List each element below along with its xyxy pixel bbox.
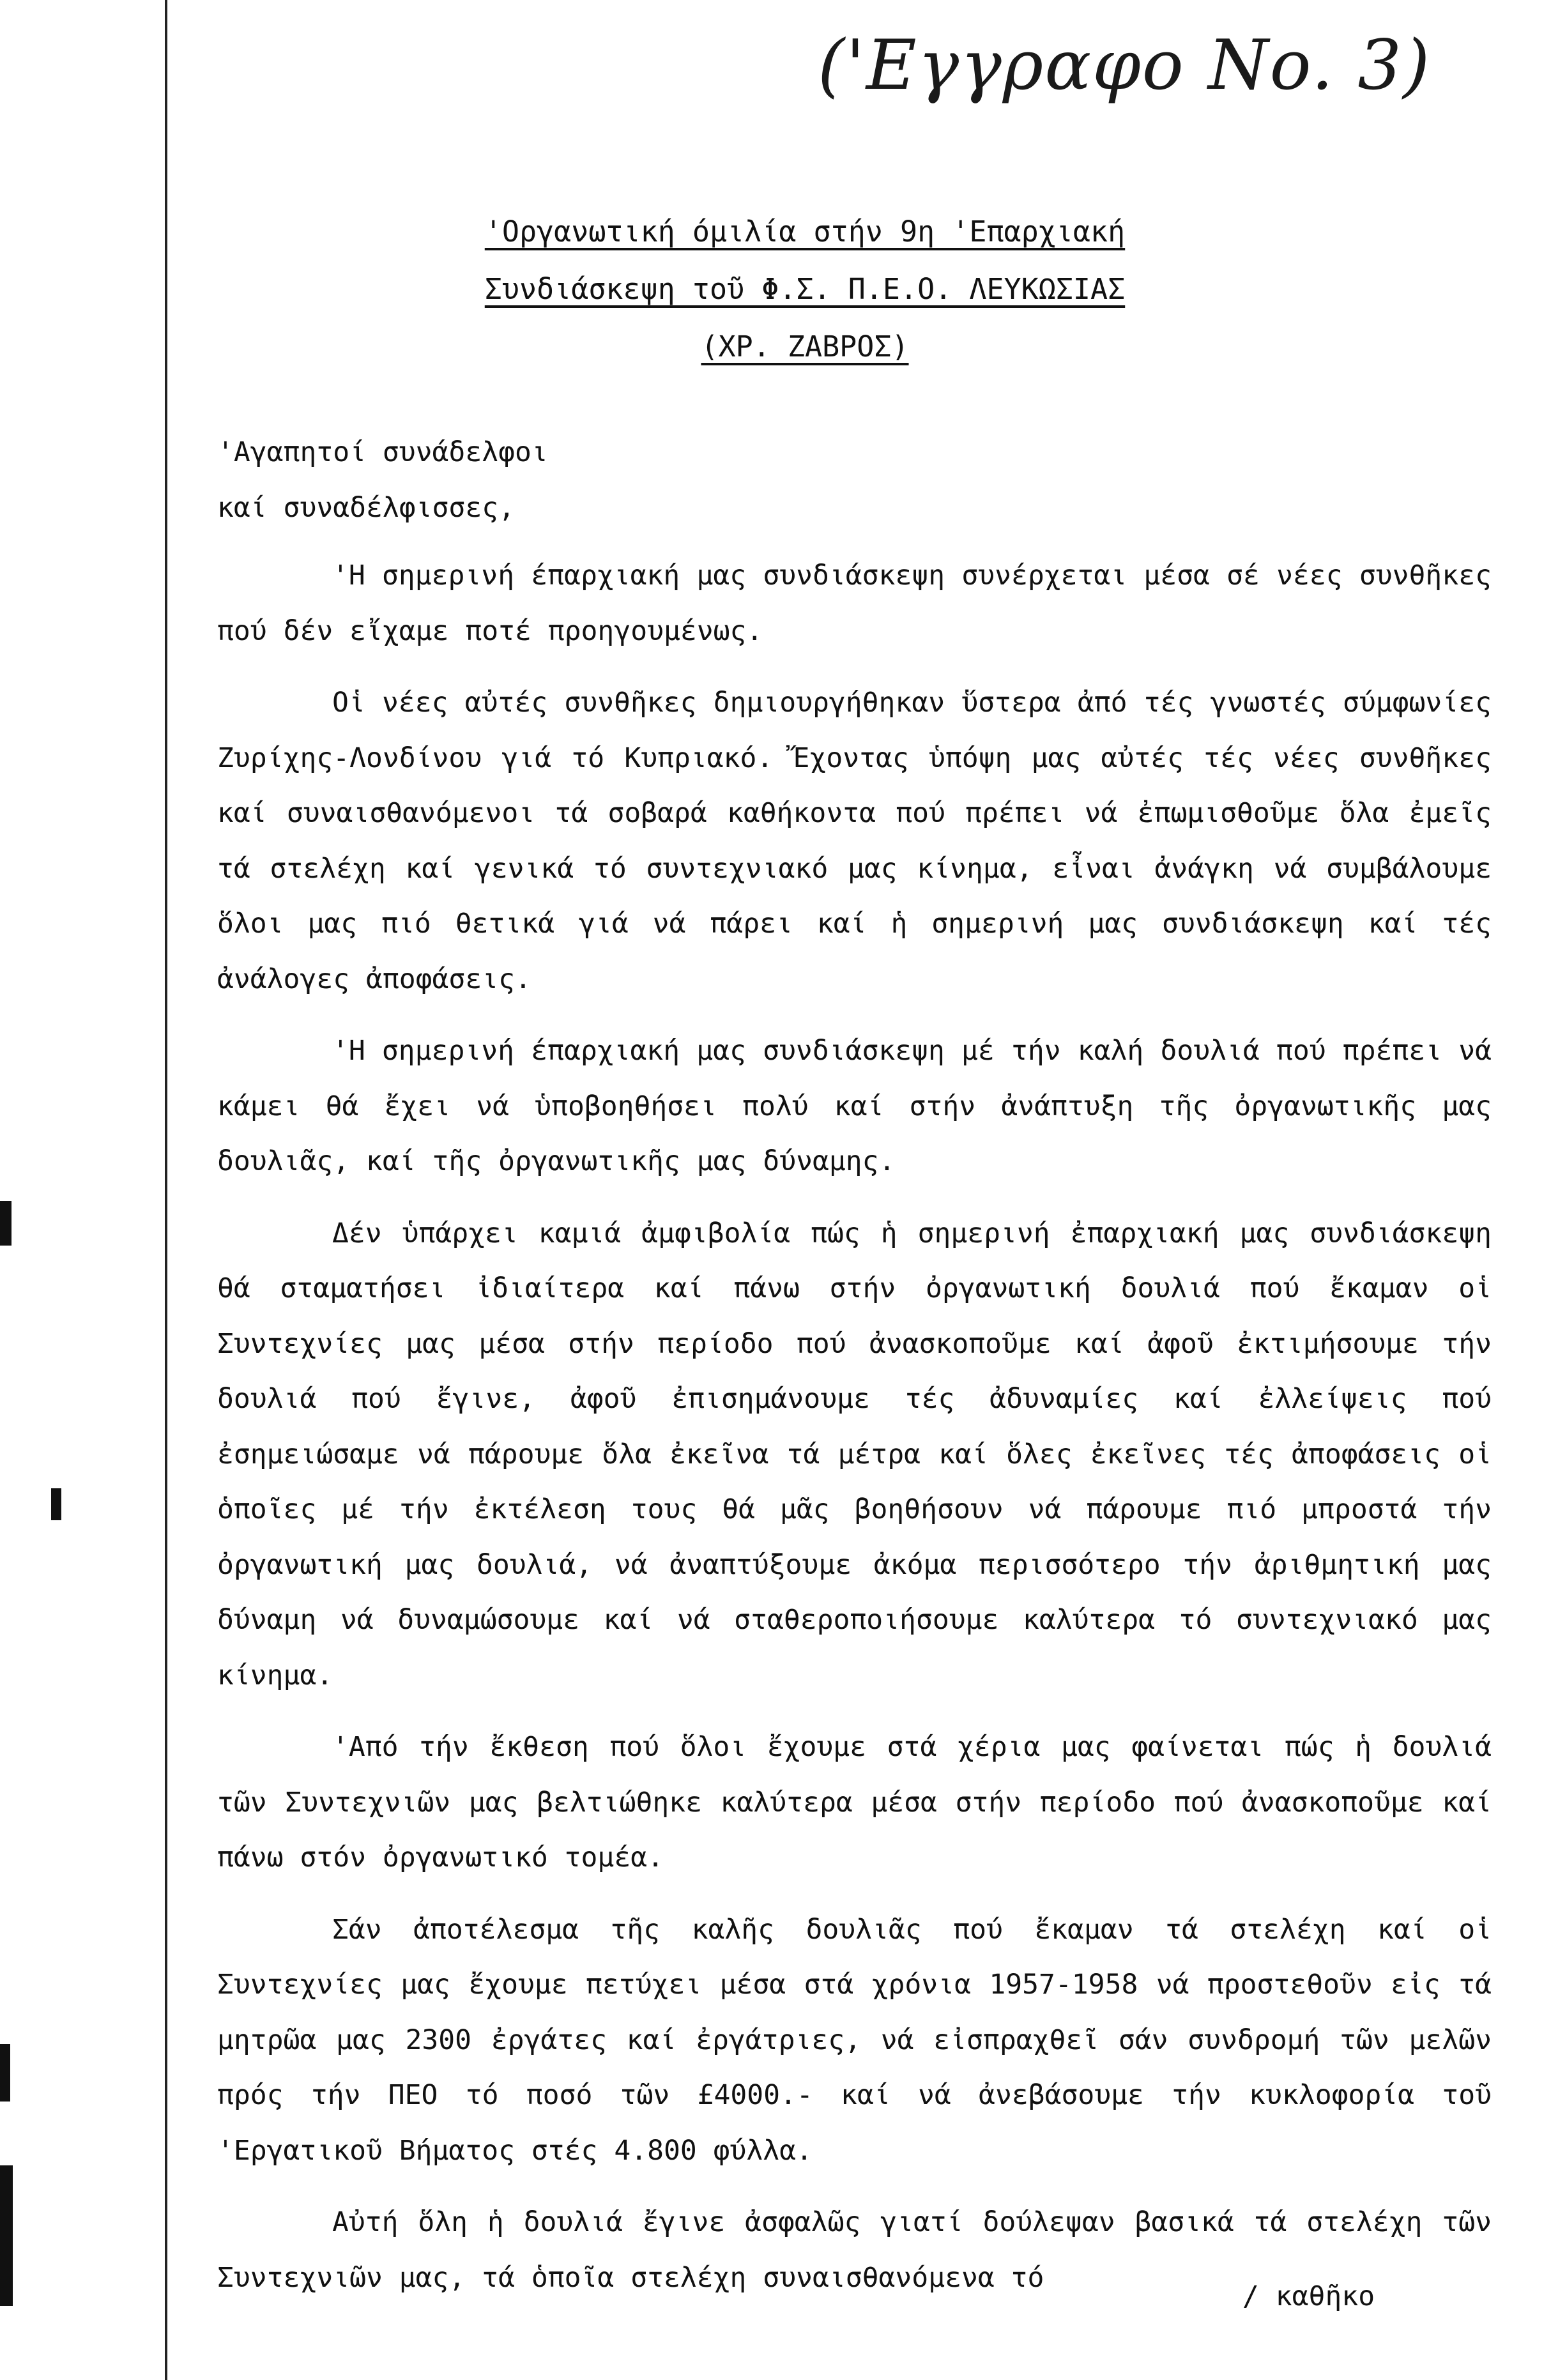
paragraph: Αὐτή ὅλη ἡ δουλιά ἔγινε ἀσφαλῶς γιατί δούλεψαν βασικά τά στελέχη τῶν Συντεχνιῶν μας, τά ὁποῖα στελέχη συναισθανόμενα τό (217, 2206, 1492, 2294)
binding-edge-line (165, 0, 167, 2380)
page-catchword: / καθῆκο (1242, 2280, 1375, 2312)
title-author: (ΧΡ. ΖΑΒΡΟΣ) (701, 330, 909, 363)
margin-smudge (51, 1488, 61, 1520)
salutation-line: καί συναδέλφισσες, (217, 491, 515, 524)
handwritten-annotation: ('Εγγραφο No. 3) (818, 26, 1432, 105)
paragraph: 'Από τήν ἔκθεση πού ὅλοι ἔχουμε στά χέρια μας φαίνεται πώς ἡ δουλιά τῶν Συντεχνιῶν μας βελτιώθηκε καλύτερα μέσα στήν περίοδο πού ἀνασκοποῦμε καί πάνω στόν ὀργανωτικό τομέα. (217, 1731, 1492, 1873)
paragraph: 'Η σημερινή έπαρχιακή μας συνδιάσκεψη μέ τήν καλή δουλιά πού πρέπει νά κάμει θά ἔχει νά ὑποβοηθήσει πολύ καί στήν ἀνάπτυξη τῆς ὀργανωτικῆς μας δουλιᾶς, καί τῆς ὀργανωτικῆς μας δύναμης. (217, 1035, 1492, 1177)
paragraph: 'Η σημερινή έπαρχιακή μας συνδιάσκεψη συνέρχεται μέσα σέ νέες συνθῆκες πού δέν εἴχαμε ποτέ προηγουμένως. (217, 560, 1492, 647)
paragraph: Οἱ νέες αὐτές συνθῆκες δημιουργήθηκαν ὕστερα ἀπό τές γνωστές σύμφωνίες Ζυρίχης-Λονδίνου γιά τό Κυπριακό. Ἔχοντας ὑπόψη μας αὐτές τές νέες συνθῆκες καί συναισθανόμενοι τά σοβαρά καθήκοντα πού πρέπει νά ἐπωμισθοῦμε ὅλα ἐμεῖς τά στελέχη καί γενικά τό συντεχνιακό μας κίνημα, εἶναι ἀνάγκη νά συμβάλουμε ὅλοι μας πιό θετικά γιά νά πάρει καί ἡ σημερινή μας συνδιάσκεψη καί τές ἀνάλογες ἀποφάσεις. (217, 687, 1492, 995)
margin-smudge (0, 2165, 13, 2306)
paragraph: Δέν ὑπάρχει καμιά ἀμφιβολία πώς ἡ σημερινή ἐπαρχιακή μας συνδιάσκεψη θά σταματήσει ἰδιαίτερα καί πάνω στήν ὀργανωτική δουλιά πού ἔκαμαν οἱ Συντεχνίες μας μέσα στήν περίοδο πού ἀνασκοποῦμε καί ἀφοῦ ἐκτιμήσουμε τήν δουλιά πού ἔγινε, ἀφοῦ ἐπισημάνουμε τές ἀδυναμίες καί ἐλλείψεις πού ἐσημειώσαμε νά πάρουμε ὅλα ἐκεῖνα τά μέτρα καί ὅλες ἐκεῖνες τές ἀποφάσεις οἱ ὁποῖες μέ τήν ἐκτέλεση τους θά μᾶς βοηθήσουν νά πάρουμε πιό μπροστά τήν ὀργανωτική μας δουλιά, νά ἀναπτύξουμε ἀκόμα περισσότερο τήν ἀριθμητική μας δύναμη νά δυναμώσουμε καί νά σταθεροποιήσουμε καλύτερα τό συντεχνιακό μας κίνημα. (217, 1217, 1492, 1691)
salutation-line: 'Αγαπητοί συνάδελφοι (217, 436, 548, 468)
title-line: Συνδιάσκεψη τοῦ Φ.Σ. Π.Ε.Ο. ΛΕΥΚΩΣΙΑΣ (484, 272, 1126, 306)
salutation (217, 425, 1492, 535)
margin-smudge (0, 1201, 11, 1246)
paragraph: Σάν ἀποτέλεσμα τῆς καλῆς δουλιᾶς πού ἔκαμαν τά στελέχη καί οἱ Συντεχνίες μας ἔχουμε πετύχει μέσα στά χρόνια 1957-1958 νά προστεθοῦν εἰς τά μητρῶα μας 2300 ἐργάτες καί ἐργάτριες, νά εἰσπραχθεῖ σάν συνδρομή τῶν μελῶν πρός τήν ΠΕΟ τό ποσό τῶν £4000.- καί νά ἀνεβάσουμε τήν κυκλοφορία τοῦ 'Εργατικοῦ Βήματος στές 4.800 φύλλα. (217, 1913, 1492, 2167)
document-body (217, 425, 1492, 2305)
margin-smudge (0, 2044, 10, 2102)
title-line: 'Οργανωτική όμιλία στήν 9η 'Επαρχιακή (484, 215, 1126, 248)
document-title (428, 203, 1182, 376)
